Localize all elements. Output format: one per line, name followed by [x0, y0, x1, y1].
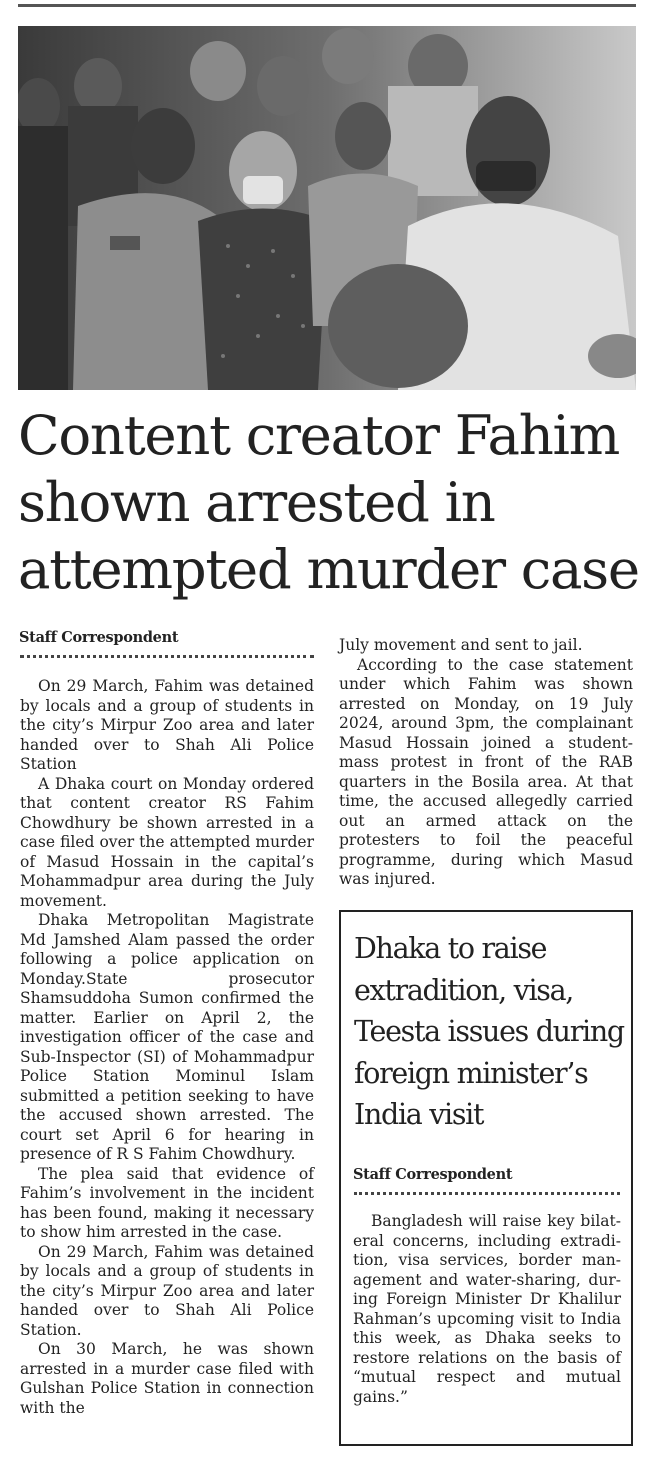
paragraph: On 30 March, he was shown arrested in a murder case filed with Gulshan Police Station in connection with the — [20, 1340, 314, 1417]
byline: Staff Correspondent — [19, 629, 179, 646]
sidebar-byline: Staff Correspondent — [353, 1166, 513, 1183]
byline-divider — [20, 655, 314, 658]
paragraph: On 29 March, Fahim was detained by locals and a group of students in the city’s Mirpur Zoo area and later handed over to Shah Ali Police Station — [20, 677, 314, 773]
paragraph: Dhaka Metropolitan Magistrate Md Jamshed Alam passed the order following a police application on Monday.State prosecutor Shamsuddoha Sumon confirmed the matter. Earlier on April 2, the investigation officer of the case and Sub-Inspector (SI) of Mohammadpur Police Station Mominul Islam submitted a petition seeking to have the accused shown arrested. The court set April 6 for hearing in presence of R S Fahim Chowdhury. — [20, 911, 314, 1163]
sidebar-byline-divider — [354, 1192, 620, 1195]
headline: Content creator Fahim shown arrested in attempted murder case — [18, 403, 639, 601]
photo-icon — [18, 26, 636, 390]
paragraph: The plea said that evidence of Fahim’s involvement in the incident has been found, making it necessary to show him arrested in the case. — [20, 1164, 314, 1241]
news-photo — [18, 26, 636, 390]
article-column-1 — [20, 677, 314, 1418]
paragraph: On 29 March, Fahim was detained by locals and a group of students in the city’s Mirpur Zoo area and later handed over to Shah Ali Police Station. — [20, 1242, 314, 1339]
sidebar-body — [353, 1212, 621, 1407]
sidebar-title: Dhaka to raise extradition, visa, Teesta issues during foreign minister’s India visit — [354, 932, 624, 1131]
article-column-2 — [339, 636, 633, 890]
paragraph: July movement and sent to jail. — [339, 636, 583, 654]
paragraph: Bangladesh will raise key bilateral concerns, including extradition, visa services, border management and water-sharing, during Foreign Minister Dr Khalilur Rahman’s upcoming visit to India this week, as Dhaka seeks to restore relations on the basis of “mutual respect and mutual gains.” — [353, 1212, 621, 1406]
top-rule — [18, 4, 636, 7]
paragraph: A Dhaka court on Monday ordered that content creator RS Fahim Chowdhury be shown arrested in a case filed over the attempted murder of Masud Hossain in the capital’s Mohammadpur area during the July movement. — [20, 774, 314, 910]
paragraph: According to the case statement under which Fahim was shown arrested on Monday, on 19 July 2024, around 3pm, the complainant Masud Hossain joined a student-mass protest in front of the RAB quarters in the Bosila area. At that time, the accused allegedly carried out an armed attack on the protesters to foil the peaceful programme, during which Masud was injured. — [339, 655, 633, 888]
